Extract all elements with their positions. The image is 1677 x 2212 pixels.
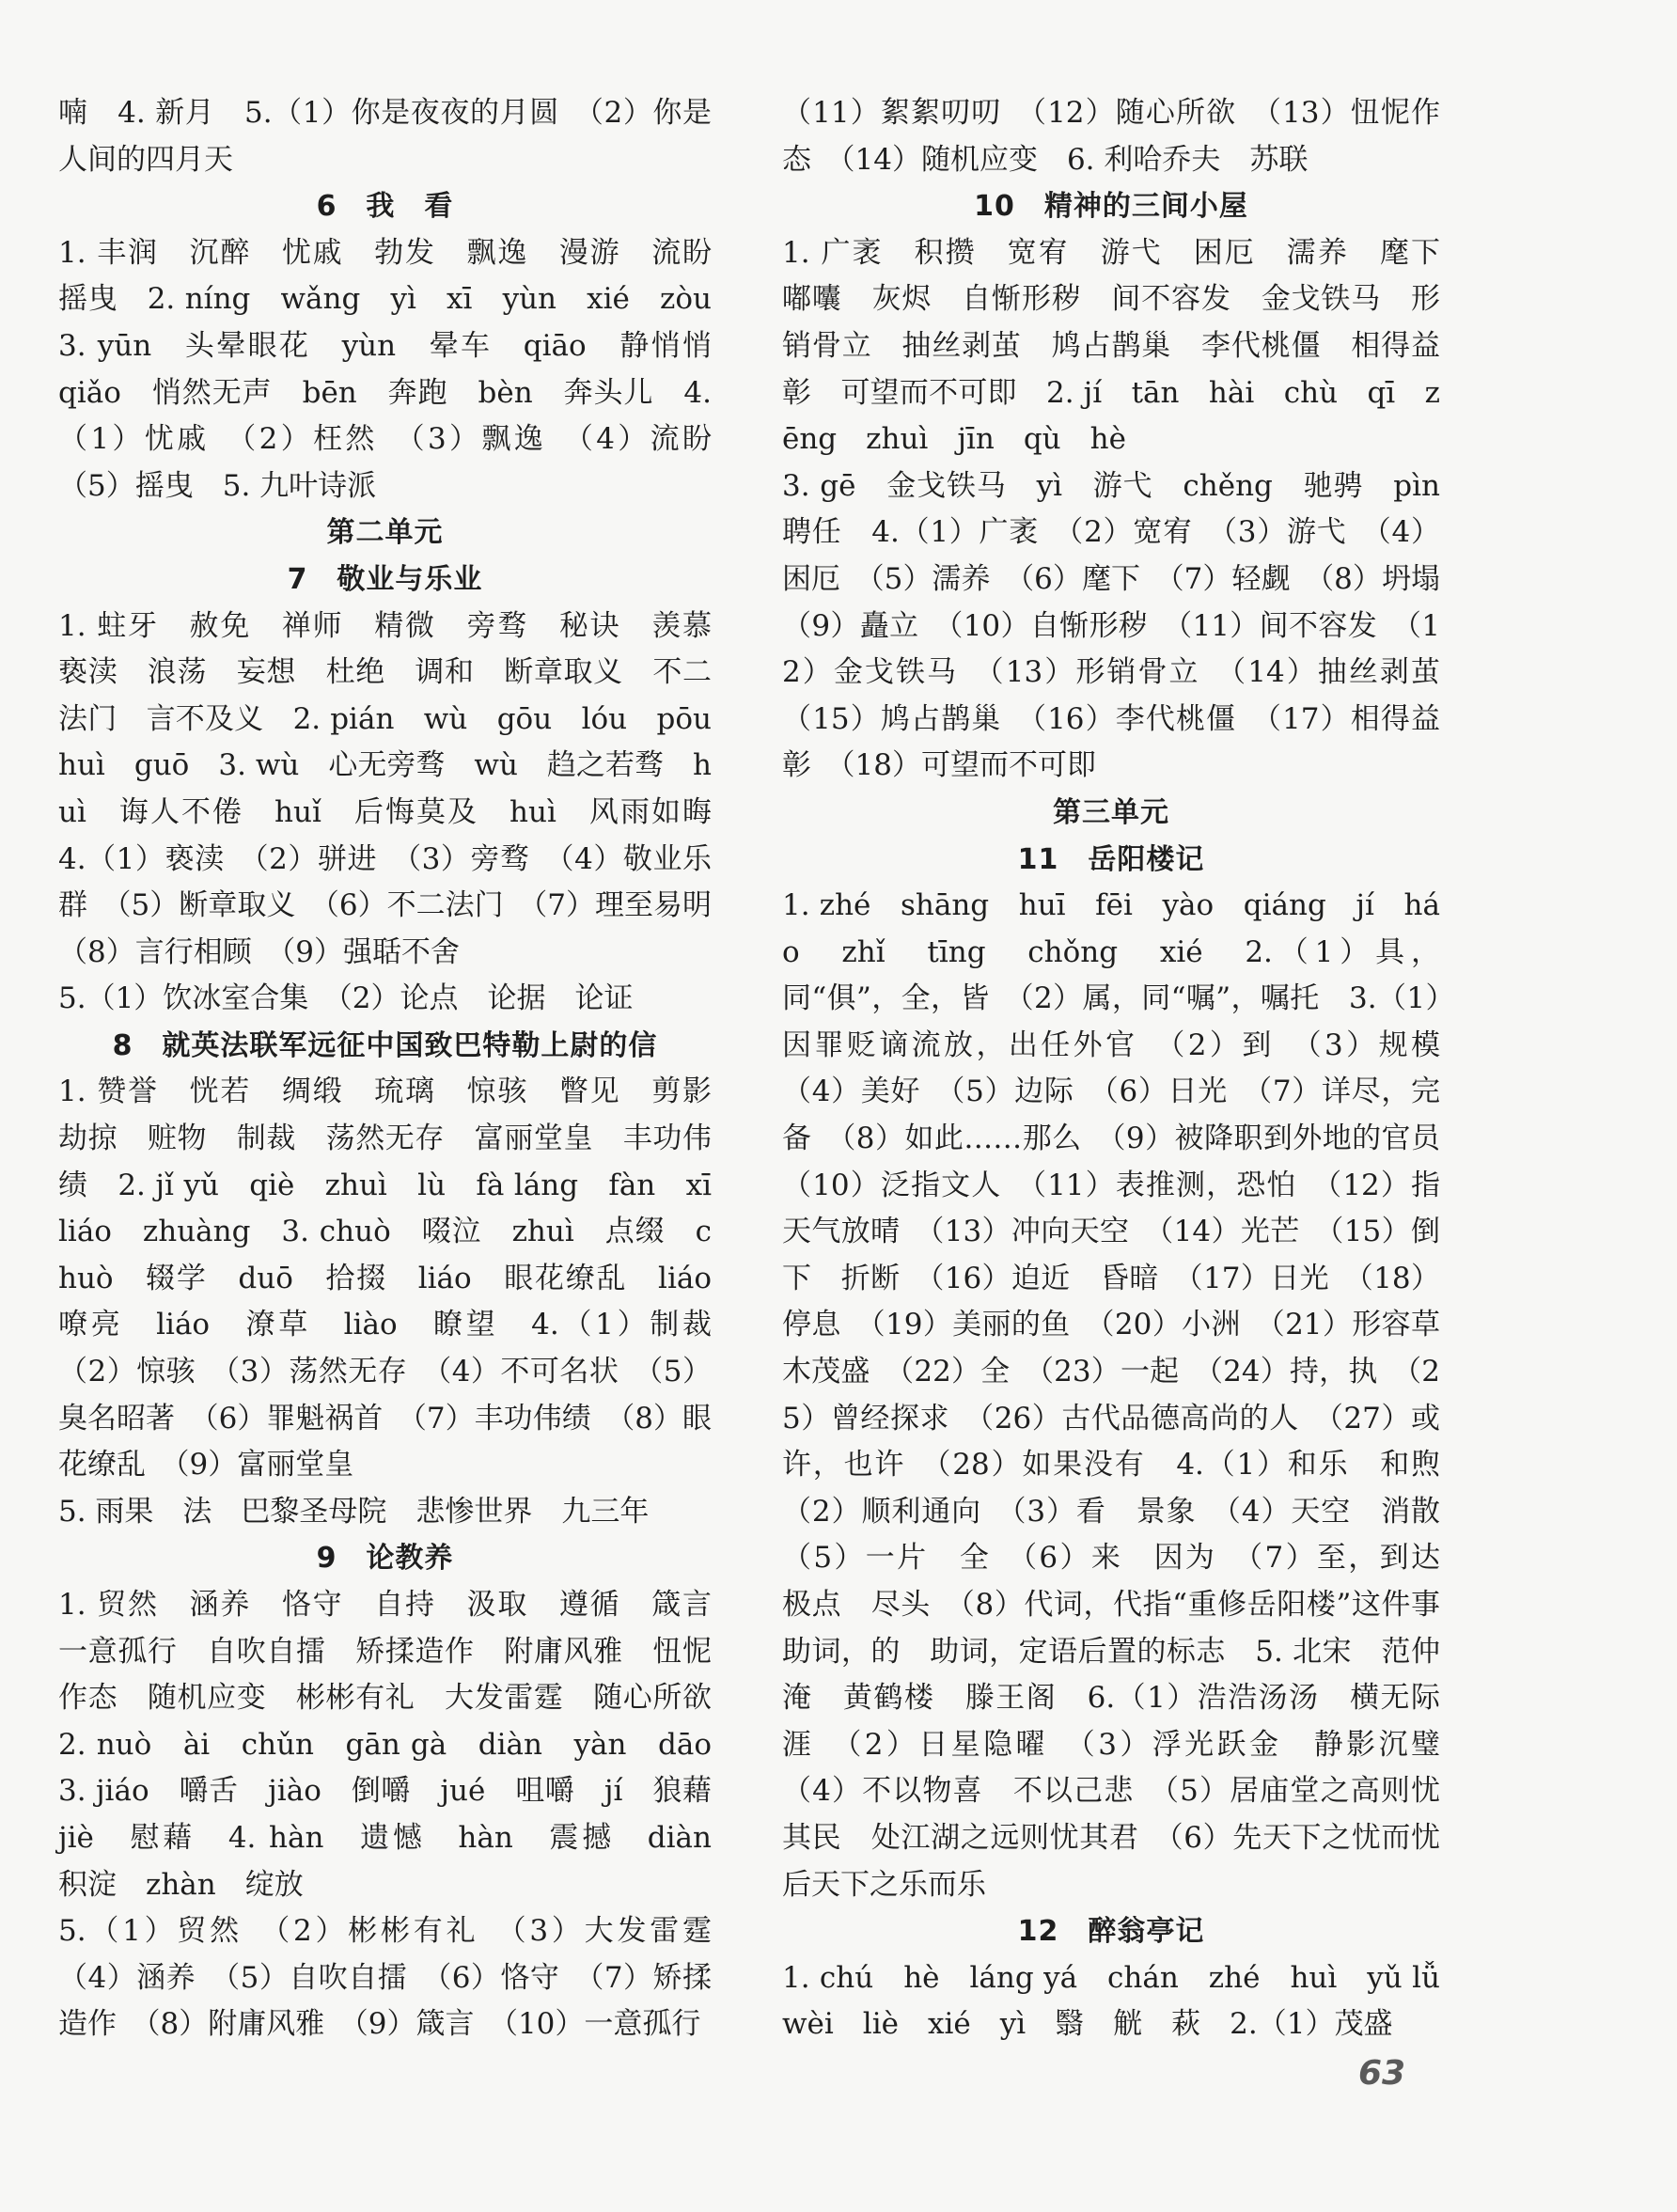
section-heading: 第三单元 bbox=[1053, 795, 1169, 829]
answer-paragraph: 1. 丰润 沉醉 忧戚 勃发 飘逸 漫游 流盼 摇曳 2. níng wǎng yì xī yùn xié zòu 3. yūn 头晕眼花 yùn 晕车 qiāo 静悄悄 qiǎo 悄然无声 bēn 奔跑 bèn 奔头儿 4.（1）忧戚 （2）枉然 （3）飘逸 （4）流盼 （5）摇曳 5. 九叶诗派 bbox=[58, 235, 741, 503]
answer-paragraph: 1. chú hè láng yá chán zhé huì yǔ lǚ wèi liè xié yì 翳 觥 萩 2.（1）茂盛 bbox=[782, 1960, 1469, 2042]
answer-paragraph: 1. 贸然 涵养 恪守 自持 汲取 遵循 箴言 一意孤行 自吹自擂 矫揉造作 附庸风雅 忸怩作态 随机应变 彬彬有礼 大发雷霆 随心所欲 2. nuò ài chǔn gān gà diàn yàn dāo 3. jiáo 嚼舌 jiào 倒嚼 jué 咀嚼 jí 狼藉 jiè 慰藉 4. hàn 遗憾 hàn 震撼 diàn 积淀 zhàn 绽放 bbox=[58, 1588, 741, 1902]
answer-paragraph: （11）絮絮叨叨 （12）随心所欲 （13）忸怩作态 （14）随机应变 6. 利哈乔夫 苏联 bbox=[782, 96, 1440, 177]
answer-paragraph: 5.（1）饮冰室合集 （2）论点 论据 论证 bbox=[58, 981, 634, 1016]
section-heading: 12 醉翁亭记 bbox=[1017, 1915, 1205, 1949]
answer-paragraph: 1. 蛀牙 赦免 禅师 精微 旁骛 秘诀 羡慕 亵渎 浪荡 妄想 杜绝 调和 断章取义 不二法门 言不及义 2. pián wù gōu lóu pōu huì guō 3. wù 心无旁骛 wù 趋之若骛 huì 诲人不倦 huǐ 后悔莫及 huì 风雨如晦 4.（1）亵渎 （2）骈进 （3）旁骛 （4）敬业乐群 （5）断章取义 （6）不二法门 （7）理至易明 （8）言行相顾 （9）强聒不舍 bbox=[58, 608, 741, 969]
answer-paragraph: 1. 广袤 积攒 宽宥 游弋 困厄 濡养 麾下 嘟囔 灰烬 自惭形秽 间不容发 金戈铁马 形销骨立 抽丝剥茧 鸠占鹊巢 李代桃僵 相得益彰 可望而不可即 2. jí tān hài chù qī zēng zhuì jīn qù hè bbox=[782, 235, 1469, 457]
answer-paragraph: 1. 赞誉 恍若 绸缎 琉璃 惊骇 瞥见 剪影 劫掠 赃物 制裁 荡然无存 富丽堂皇 丰功伟绩 2. jǐ yǔ qiè zhuì lù fà láng fàn xī liáo zhuàng 3. chuò 啜泣 zhuì 点缀 chuò 辍学 duō 拾掇 liáo 眼花缭乱 liáo 嘹亮 liáo 潦草 liào 瞭望 4.（1）制裁 （2）惊骇 （3）荡然无存 （4）不可名状 （5）臭名昭著 （6）罪魁祸首 （7）丰功伟绩 （8）眼花缭乱 （9）富丽堂皇 bbox=[58, 1075, 741, 1483]
section-heading: 第二单元 bbox=[326, 516, 444, 550]
section-heading: 11 岳阳楼记 bbox=[1017, 842, 1205, 876]
answer-paragraph: 1. zhé shāng huī fēi yào qiáng jí háo zhǐ tīng chǒng xié 2.（1）具，同“俱”，全，皆 （2）属，同“嘱”，嘱托 3.（1）因罪贬谪流放，出任外官 （2）到 （3）规模 （4）美好 （5）边际 （6）日光 （7）详尽，完备 （8）如此……那么 （9）被降职到外地的官员 （10）泛指文人 （11）表推测，恐怕 （12）指天气放晴 （13）冲向天空 （14）光芒 （15）倒下 折断 （16）迫近 昏暗 （17）日光 （18）停息 （19）美丽的鱼 （20）小洲 （21）形容草木茂盛 （22）全 （23）一起 （24）持，执 （25）曾经探求 （26）古代品德高尚的人 （27）或许，也许 （28）如果没有 4.（1）和乐 和煦 （2）顺利通向 （3）看 景象 （4）天空 消散 （5）一片 全 （6）来 因为 （7）至，到达 极点 尽头 （8）代词，代指“重修岳阳楼”这件事 助词，的 助词，定语后置的标志 5. 北宋 范仲淹 黄鹤楼 滕王阁 6.（1）浩浩汤汤 横无际涯 （2）日星隐曜 （3）浮光跃金 静影沉璧 （4）不以物喜 不以己悲 （5）居庙堂之高则忧其民 处江湖之远则忧其君 （6）先天下之忧而忧 后天下之乐而乐 bbox=[782, 888, 1469, 1902]
left-column bbox=[58, 90, 741, 2048]
right-column bbox=[782, 90, 1469, 2048]
section-heading: 6 我 看 bbox=[316, 190, 454, 224]
page-number: 63 bbox=[1358, 2054, 1406, 2093]
section-heading: 7 敬业与乐业 bbox=[287, 562, 483, 596]
answer-paragraph: 3. gē 金戈铁马 yì 游弋 chěng 驰骋 pìn 聘任 4.（1）广袤 （2）宽宥 （3）游弋 （4）困厄 （5）濡养 （6）麾下 （7）轻觑 （8）坍塌 （9）矗立 （10）自惭形秽 （11）间不容发 （12）金戈铁马 （13）形销骨立 （14）抽丝剥茧 （15）鸠占鹊巢 （16）李代桃僵 （17）相得益彰 （18）可望而不可即 bbox=[782, 468, 1469, 783]
answer-paragraph: 5.（1）贸然 （2）彬彬有礼 （3）大发雷霆 （4）涵养 （5）自吹自擂 （6）恪守 （7）矫揉造作 （8）附庸风雅 （9）箴言 （10）一意孤行 bbox=[58, 1914, 741, 2042]
section-heading: 10 精神的三间小屋 bbox=[974, 190, 1248, 224]
section-heading: 9 论教养 bbox=[316, 1542, 454, 1576]
answer-paragraph: 5. 雨果 法 巴黎圣母院 悲惨世界 九三年 bbox=[58, 1494, 650, 1529]
section-heading: 8 就英法联军远征中国致巴特勒上尉的信 bbox=[112, 1028, 658, 1062]
answer-paragraph: 喃 4. 新月 5.（1）你是夜夜的月圆 （2）你是人间的四月天 bbox=[58, 96, 712, 177]
